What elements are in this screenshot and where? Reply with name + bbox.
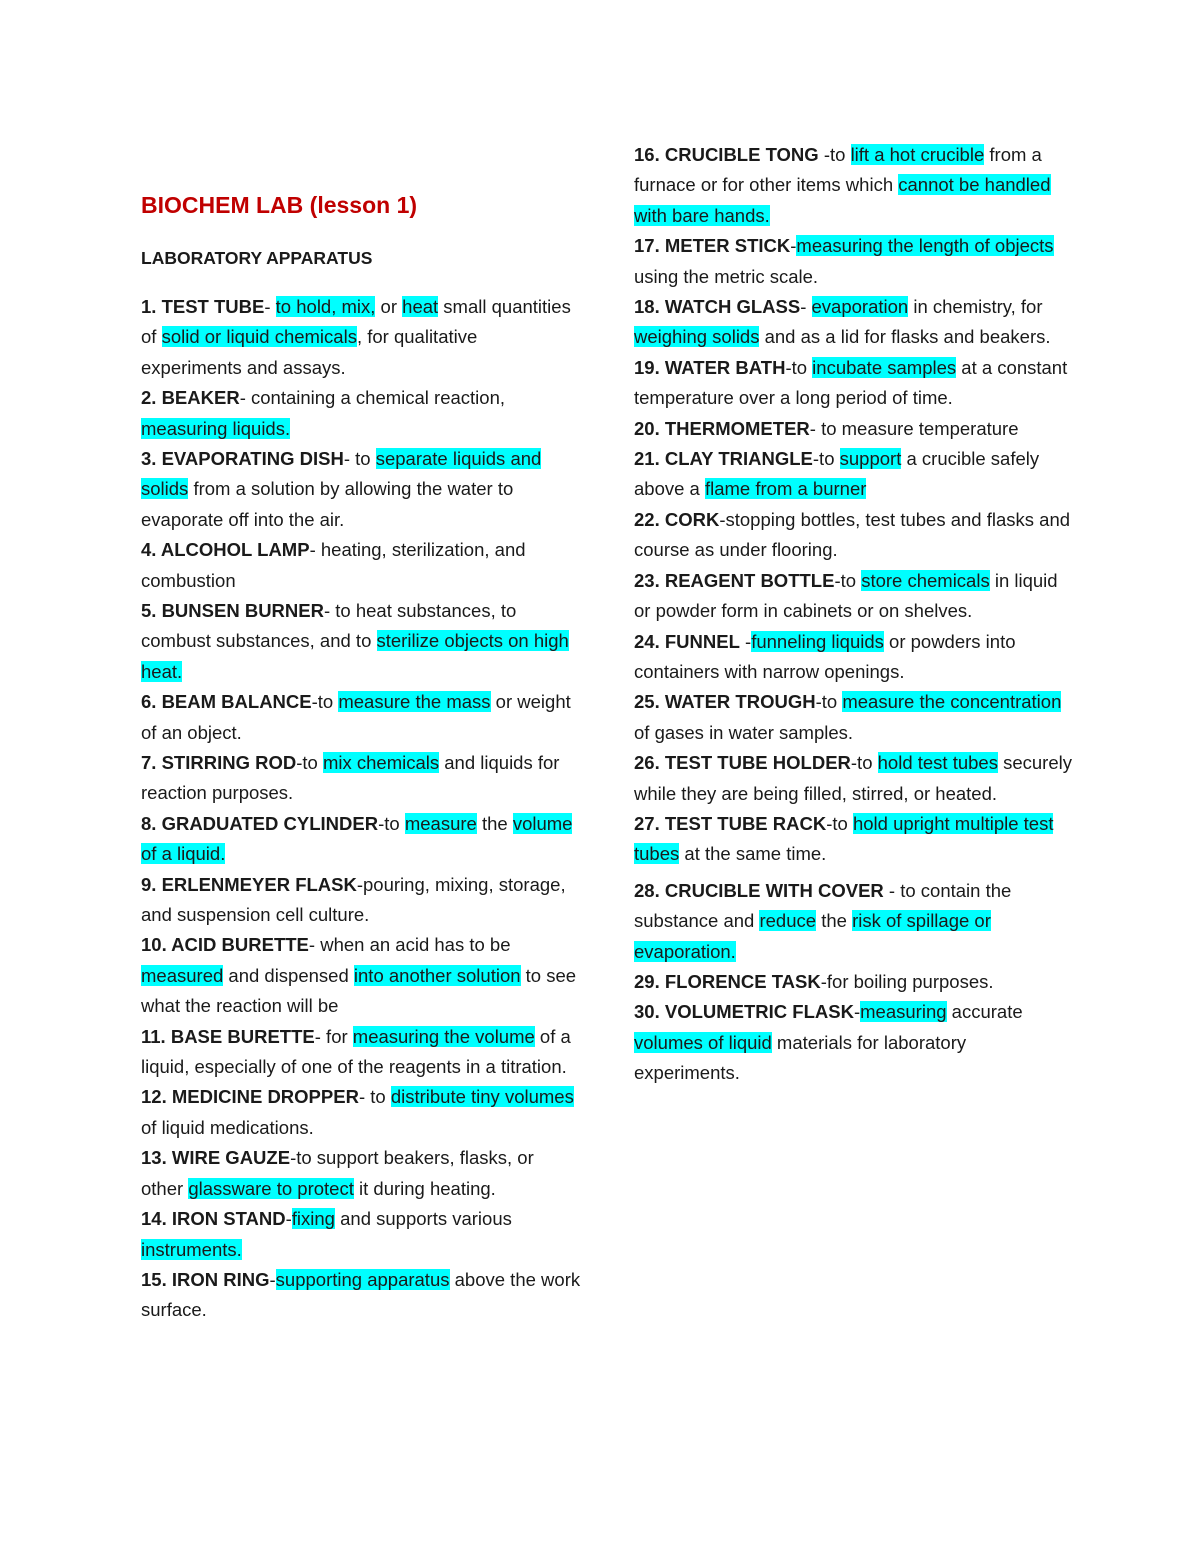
description-text: -to xyxy=(378,812,405,834)
description-text: from a furnace or for other items which xyxy=(634,144,1042,196)
highlighted-text: measuring xyxy=(860,1001,947,1023)
description-text: -stopping bottles, test tubes and flasks and course as under flooring. xyxy=(634,508,1071,561)
description-text: -to xyxy=(818,144,851,165)
apparatus-name: 8. GRADUATED CYLINDER xyxy=(141,812,379,834)
apparatus-name: 25. WATER TROUGH xyxy=(634,691,816,713)
description-text: -to xyxy=(826,812,853,834)
apparatus-name: 24. FUNNEL xyxy=(634,630,740,652)
highlighted-text: hold upright multiple test tubes xyxy=(634,812,1054,865)
description-text: securely while they are being filled, stirred, or heated. xyxy=(634,752,1072,804)
description-text: - to xyxy=(358,1086,391,1108)
description-text: to see what the reaction will be xyxy=(141,964,577,1017)
description-text: of gases in water samples. xyxy=(634,721,854,743)
description-text: - xyxy=(739,630,752,652)
apparatus-name: 29. FLORENCE TASK xyxy=(634,970,821,992)
apparatus-name: 27. TEST TUBE RACK xyxy=(634,812,827,834)
description-text: - xyxy=(269,1268,276,1290)
description-text: in liquid or powder form in cabinets or on shelves. xyxy=(634,569,1058,622)
highlighted-text: measure the mass xyxy=(338,691,491,713)
description-text: - when an acid has to be xyxy=(308,934,511,956)
apparatus-entry xyxy=(634,809,1074,870)
description-text: the xyxy=(476,812,513,834)
description-text: -to xyxy=(812,448,840,470)
highlighted-text: fixing xyxy=(291,1208,335,1230)
document-title: BIOCHEM LAB (lesson 1) xyxy=(141,192,418,218)
highlighted-text: measuring the volume xyxy=(352,1025,535,1047)
description-text: above the work surface. xyxy=(141,1268,581,1321)
apparatus-entry xyxy=(634,997,1074,1088)
apparatus-entry xyxy=(141,930,581,1021)
description-text: -to xyxy=(834,569,862,591)
description-text: -to xyxy=(296,752,323,773)
apparatus-entry xyxy=(634,566,1074,627)
apparatus-entry xyxy=(141,1022,581,1083)
apparatus-entry xyxy=(141,748,581,809)
apparatus-entry xyxy=(634,876,1074,967)
apparatus-entry xyxy=(141,292,581,383)
apparatus-name: 30. VOLUMETRIC FLASK xyxy=(634,1001,854,1023)
highlighted-text: risk of spillage or evaporation. xyxy=(634,910,991,962)
apparatus-name: 28. CRUCIBLE WITH COVER xyxy=(634,879,884,901)
description-text: - for xyxy=(314,1025,353,1047)
highlighted-text: supporting apparatus xyxy=(275,1268,450,1290)
description-text: using the metric scale. xyxy=(634,265,819,287)
apparatus-name: 3. EVAPORATING DISH xyxy=(141,447,344,469)
apparatus-entry xyxy=(634,414,1074,444)
apparatus-entry xyxy=(634,444,1074,505)
description-text: accurate xyxy=(946,1001,1023,1023)
section-heading: LABORATORY APPARATUS xyxy=(141,248,373,268)
description-text: , for qualitative experiments and assays. xyxy=(141,326,478,378)
description-text: in chemistry, for xyxy=(908,296,1043,318)
apparatus-entry xyxy=(634,505,1074,566)
highlighted-text: measure the concentration xyxy=(842,691,1062,713)
apparatus-entry xyxy=(634,353,1074,414)
description-text: -to xyxy=(785,356,813,378)
highlighted-text: to hold, mix, xyxy=(275,295,376,317)
apparatus-entry xyxy=(141,870,581,931)
highlighted-text: separate liquids and solids xyxy=(141,447,542,500)
description-text: the xyxy=(816,910,853,932)
apparatus-name: 9. ERLENMEYER FLASK xyxy=(141,873,357,895)
description-text: - containing a chemical reaction, xyxy=(239,387,506,409)
highlighted-text: measuring the length of objects xyxy=(796,235,1054,257)
apparatus-entry xyxy=(141,535,581,596)
highlighted-text: evaporation xyxy=(811,296,909,318)
description-text: -to xyxy=(311,691,339,713)
description-text: of liquid medications. xyxy=(141,1116,314,1138)
highlighted-text: instruments. xyxy=(141,1238,242,1260)
apparatus-name: 16. CRUCIBLE TONG xyxy=(634,144,819,165)
apparatus-list-right xyxy=(634,140,1074,1089)
description-text: - to measure temperature xyxy=(809,417,1019,439)
apparatus-name: 2. BEAKER xyxy=(141,387,240,409)
description-text: or xyxy=(375,295,403,317)
apparatus-entry xyxy=(141,1265,581,1326)
highlighted-text: flame from a burner xyxy=(704,478,867,500)
description-text: a crucible safely above a xyxy=(634,448,1040,500)
apparatus-entry xyxy=(141,687,581,748)
apparatus-entry xyxy=(634,140,1074,231)
apparatus-name: 15. IRON RING xyxy=(141,1268,270,1290)
highlighted-text: volumes of liquid xyxy=(634,1031,772,1053)
description-text: - to contain the substance and xyxy=(634,879,1012,932)
apparatus-entry xyxy=(634,292,1074,353)
description-text: it during heating. xyxy=(353,1177,496,1199)
description-text: small quantities of xyxy=(141,295,571,348)
highlighted-text: measure xyxy=(404,812,477,834)
description-text: - to xyxy=(343,447,376,469)
apparatus-name: 13. WIRE GAUZE xyxy=(141,1147,291,1169)
highlighted-text: measured xyxy=(141,964,224,986)
description-text: and liquids for reaction purposes. xyxy=(141,752,560,804)
apparatus-name: 1. TEST TUBE xyxy=(141,295,265,317)
apparatus-entry xyxy=(141,809,581,870)
apparatus-name: 19. WATER BATH xyxy=(634,356,786,378)
apparatus-name: 6. BEAM BALANCE xyxy=(141,691,312,713)
apparatus-entry xyxy=(634,231,1074,292)
apparatus-entry xyxy=(141,1143,581,1204)
description-text: - xyxy=(853,1001,861,1023)
left-column xyxy=(141,190,581,1326)
highlighted-text: incubate samples xyxy=(812,356,957,378)
highlighted-text: funneling liquids xyxy=(751,630,884,652)
apparatus-name: 20. THERMOMETER xyxy=(634,417,810,439)
highlighted-text: store chemicals xyxy=(861,569,990,591)
apparatus-name: 10. ACID BURETTE xyxy=(141,934,309,956)
description-text: - to heat substances, to combust substances, and to xyxy=(141,599,517,652)
description-text: - xyxy=(264,295,276,317)
highlighted-text: measuring liquids. xyxy=(141,417,291,439)
description-text: - xyxy=(800,296,812,318)
description-text: at a constant temperature over a long period of time. xyxy=(634,356,1068,409)
apparatus-name: 26. TEST TUBE HOLDER xyxy=(634,752,851,774)
apparatus-name: 12. MEDICINE DROPPER xyxy=(141,1086,359,1108)
apparatus-entry xyxy=(634,627,1074,688)
highlighted-text: solid or liquid chemicals xyxy=(161,326,357,348)
description-text: -for boiling purposes. xyxy=(820,970,994,992)
highlighted-text: glassware to protect xyxy=(188,1177,354,1199)
apparatus-entry xyxy=(141,1082,581,1143)
description-text: - xyxy=(790,235,797,257)
highlighted-text: into another solution xyxy=(353,964,521,986)
apparatus-name: 4. ALCOHOL LAMP xyxy=(141,539,310,561)
apparatus-list-left xyxy=(141,292,581,1326)
apparatus-entry xyxy=(141,596,581,687)
highlighted-text: volume of a liquid. xyxy=(141,812,573,865)
apparatus-name: 5. BUNSEN BURNER xyxy=(141,599,324,621)
apparatus-name: 21. CLAY TRIANGLE xyxy=(634,448,813,470)
description-text: and dispensed xyxy=(223,964,354,986)
highlighted-text: mix chemicals xyxy=(322,752,440,773)
highlighted-text: sterilize objects on high heat. xyxy=(141,630,569,682)
highlighted-text: weighing solids xyxy=(634,326,760,348)
description-text: materials for laboratory experiments. xyxy=(634,1031,967,1084)
highlighted-text: lift a hot crucible xyxy=(850,144,985,165)
apparatus-name: 14. IRON STAND xyxy=(141,1208,286,1230)
description-text: -pouring, mixing, storage, and suspension cell culture. xyxy=(141,873,566,926)
apparatus-entry xyxy=(141,1204,581,1265)
description-text: and as a lid for flasks and beakers. xyxy=(759,326,1051,348)
apparatus-entry xyxy=(634,748,1074,809)
highlighted-text: support xyxy=(839,448,902,470)
right-column xyxy=(634,140,1074,1089)
description-text: or weight of an object. xyxy=(141,691,571,743)
apparatus-name: 23. REAGENT BOTTLE xyxy=(634,569,835,591)
description-text: and supports various xyxy=(334,1208,512,1230)
apparatus-entry xyxy=(634,687,1074,748)
apparatus-entry xyxy=(141,383,581,444)
apparatus-name: 22. CORK xyxy=(634,508,720,530)
description-text: - xyxy=(285,1208,292,1230)
apparatus-name: 7. STIRRING ROD xyxy=(141,752,297,773)
highlighted-text: reduce xyxy=(759,910,817,932)
highlighted-text: hold test tubes xyxy=(877,752,998,774)
highlighted-text: cannot be handled with bare hands. xyxy=(634,174,1051,226)
highlighted-text: heat xyxy=(402,295,439,317)
apparatus-entry xyxy=(141,444,581,535)
description-text: of a liquid, especially of one of the reagents in a titration. xyxy=(141,1025,571,1078)
apparatus-entry xyxy=(634,967,1074,997)
apparatus-name: 17. METER STICK xyxy=(634,235,791,257)
description-text: -to support beakers, flasks, or other xyxy=(141,1147,534,1199)
apparatus-name: 11. BASE BURETTE xyxy=(141,1025,315,1047)
description-text: from a solution by allowing the water to evaporate off into the air. xyxy=(141,478,514,530)
description-text: -to xyxy=(850,752,878,774)
description-text: -to xyxy=(815,691,843,713)
highlighted-text: distribute tiny volumes xyxy=(390,1086,574,1108)
description-text: - heating, sterilization, and combustion xyxy=(141,539,526,591)
apparatus-name: 18. WATCH GLASS xyxy=(634,296,801,318)
description-text: at the same time. xyxy=(679,843,827,865)
description-text: or powders into containers with narrow openings. xyxy=(634,630,1016,682)
